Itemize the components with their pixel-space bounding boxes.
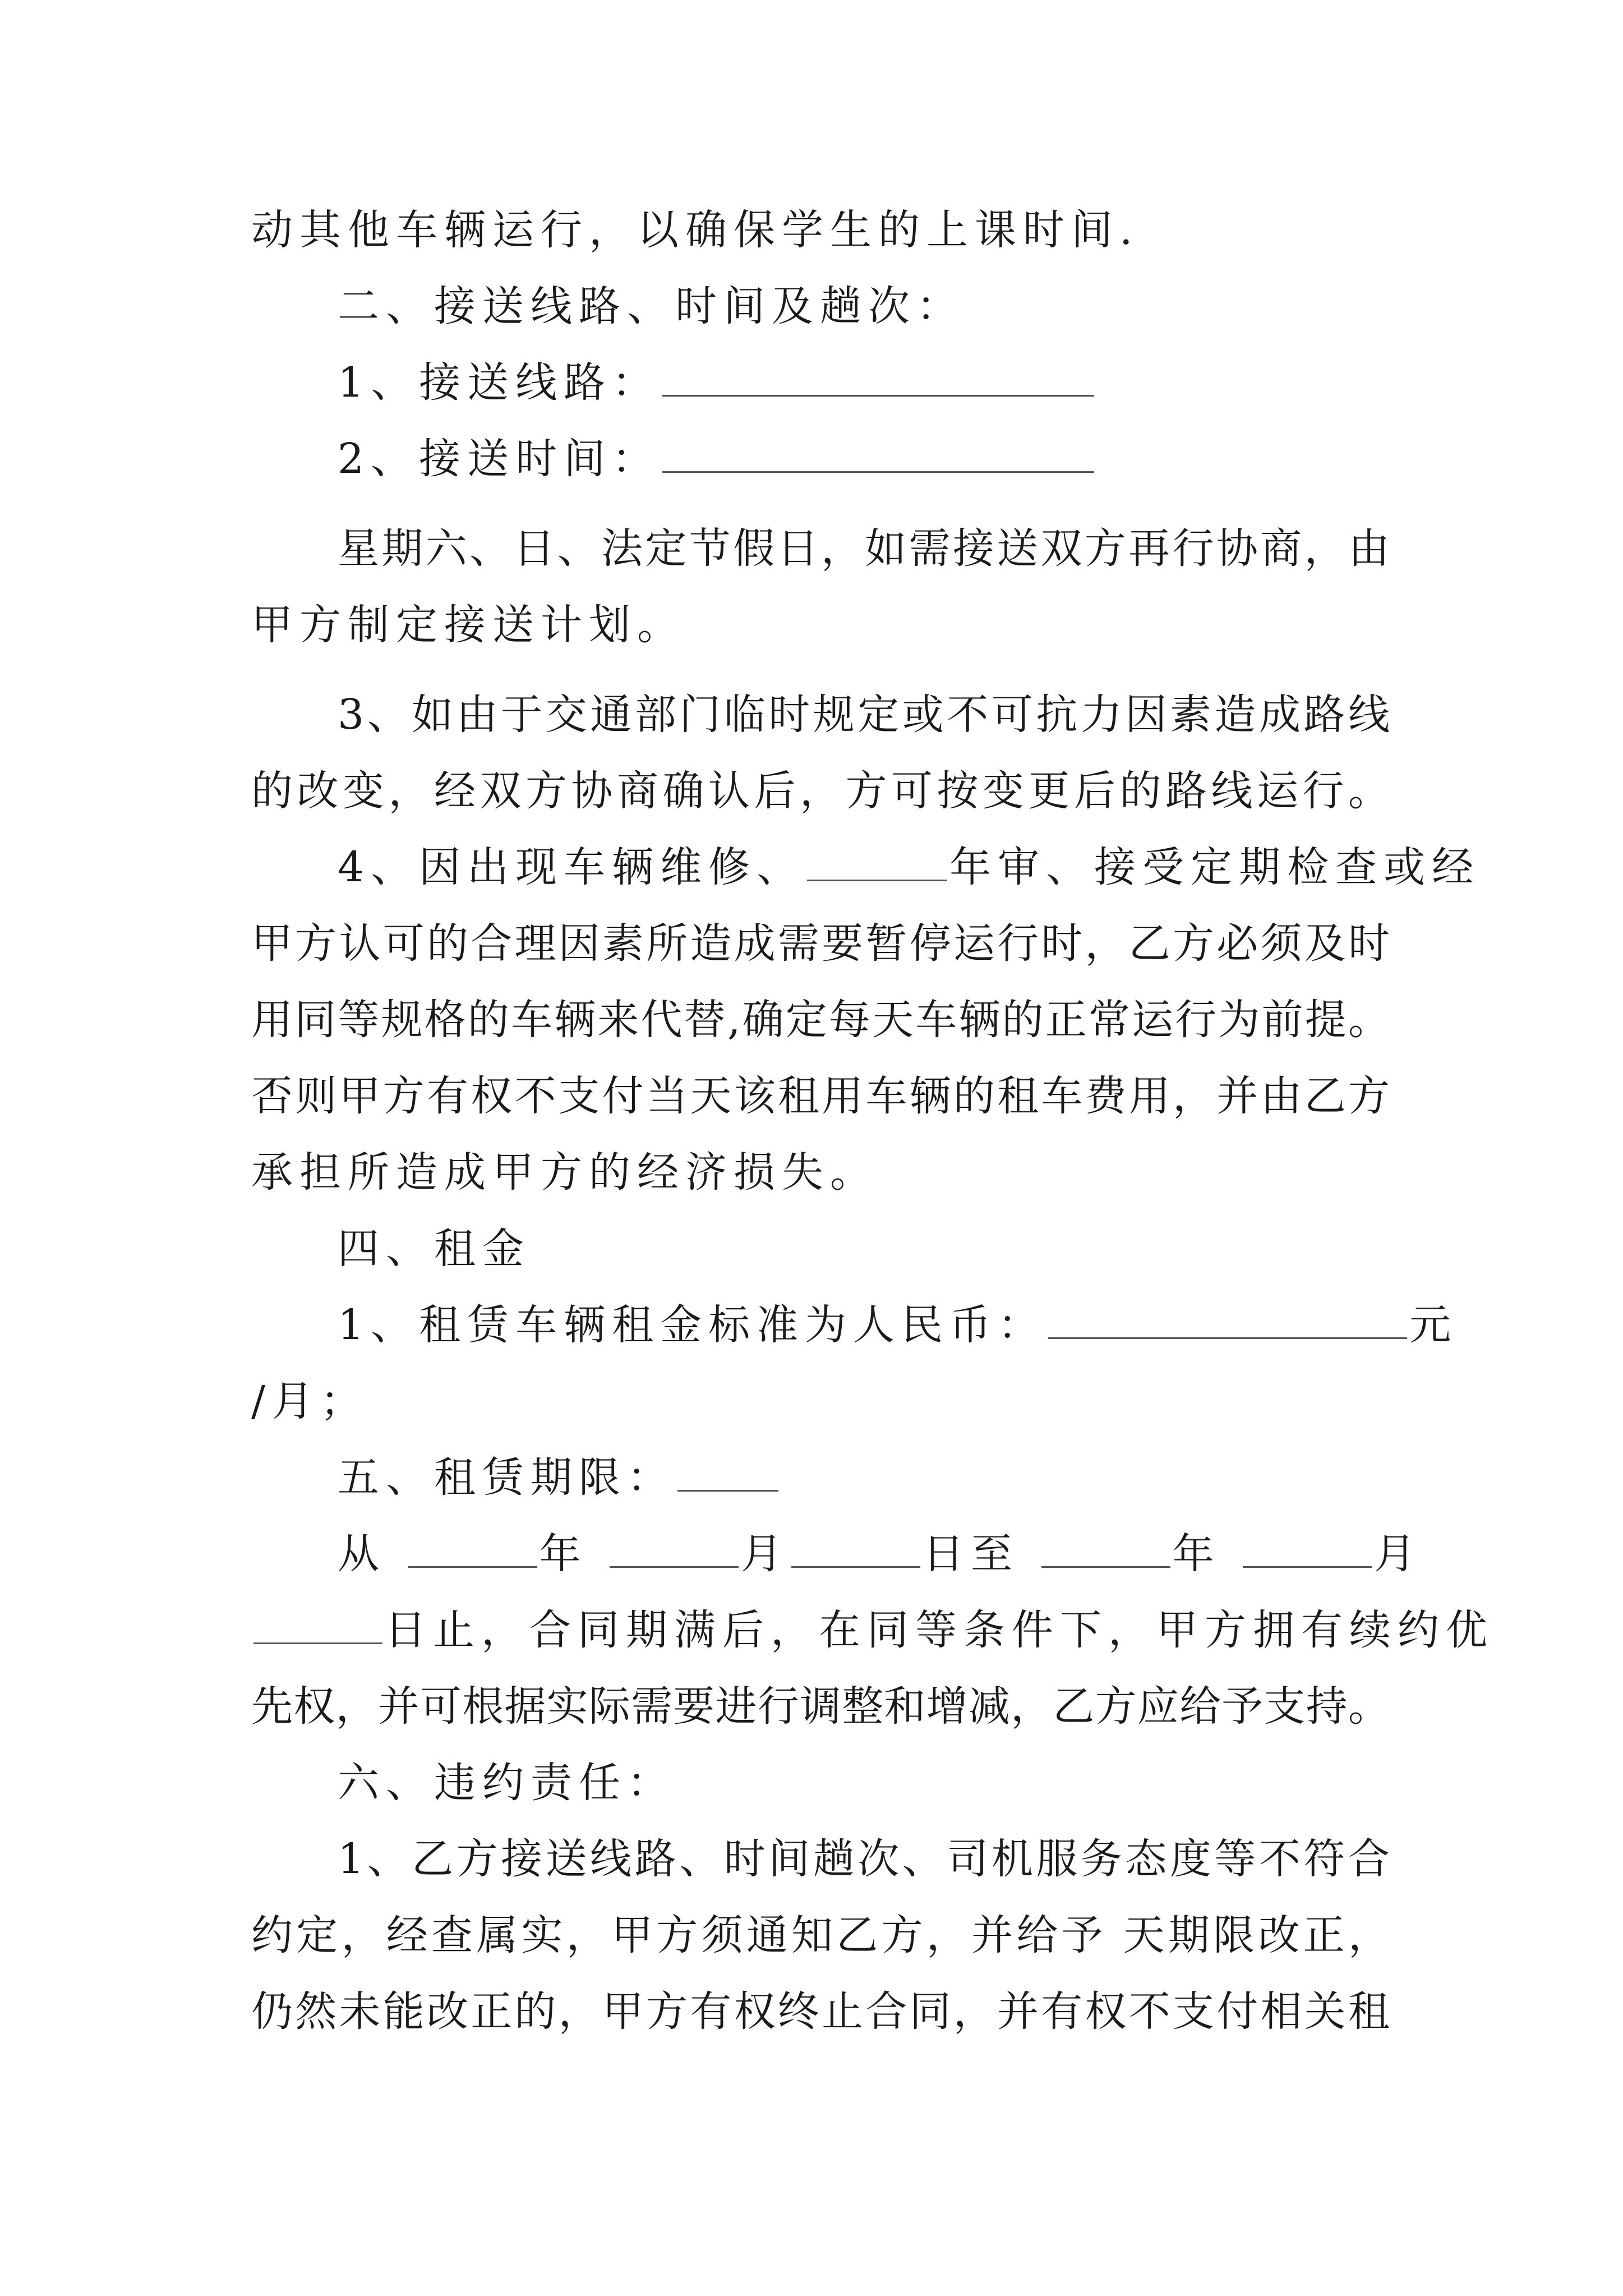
paragraph-line: 甲方制定接送计划。 (251, 601, 685, 649)
end-month-blank (1243, 1533, 1372, 1568)
date-text: 日至 (923, 1530, 1020, 1578)
paragraph-line: 约定，经查属实，甲方须通知乙方，并给予 天期限改正， (251, 1911, 1390, 1959)
rent-amount-blank (1048, 1304, 1407, 1339)
date-text: 年 (1172, 1530, 1221, 1578)
paragraph-line: 的改变，经双方协商确认后，方可按变更后的路线运行。 (251, 767, 1390, 815)
paragraph-line: 1、乙方接送线路、时间趟次、司机服务态度等不符合 (338, 1835, 1390, 1883)
paragraph-line: 仍然未能改正的，甲方有权终止合同，并有权不支付相关租 (251, 1987, 1390, 2036)
end-year-blank (1041, 1533, 1170, 1568)
paragraph-line: 承担所造成甲方的经济损失。 (251, 1148, 878, 1197)
date-text: 从 (338, 1530, 386, 1578)
term-label: 五、租赁期限： (338, 1453, 675, 1502)
date-text: 年 (539, 1530, 588, 1578)
rent-line (338, 1297, 1458, 1353)
date-text: 月 (1374, 1530, 1423, 1578)
clause-text: 日止，合同期满后，在同等条件下，甲方拥有续约优 (385, 1606, 1494, 1654)
rent-unit: 元 (1409, 1301, 1458, 1349)
time-line (338, 431, 1390, 487)
paragraph-line: 动其他车辆运行，以确保学生的上课时间. (251, 206, 1140, 254)
paragraph-line (338, 839, 1481, 895)
paragraph-line: 否则甲方有权不支付当天该租用车辆的租车费用，并由乙方 (251, 1072, 1390, 1120)
paragraph-line: 3、如由于交通部门临时规定或不可抗力因素造成路线 (338, 691, 1390, 739)
paragraph-line: 甲方认可的合理因素所造成需要暂停运行时，乙方必须及时 (251, 919, 1390, 968)
start-day-blank (791, 1533, 920, 1568)
route-blank (662, 361, 1094, 397)
time-blank (662, 438, 1094, 473)
clause-text: 年审、接受定期检查或经 (949, 843, 1481, 891)
time-label: 2、接送时间： (338, 435, 661, 483)
term-line (338, 1450, 1390, 1506)
section-heading-liability: 六、违约责任： (338, 1759, 675, 1807)
start-month-blank (610, 1533, 739, 1568)
date-range-line (338, 1526, 1423, 1582)
paragraph-line: /月； (251, 1377, 368, 1425)
route-label: 1、接送线路： (338, 358, 661, 407)
date-text: 月 (741, 1530, 790, 1578)
term-blank (677, 1456, 778, 1492)
inspection-blank (807, 846, 947, 881)
paragraph-line: 用同等规格的车辆来代替,确定每天车辆的正常运行为前提。 (251, 996, 1390, 1044)
section-heading-route: 二、接送线路、时间及趟次： (338, 282, 965, 330)
section-heading-rent: 四、租金 (338, 1225, 531, 1273)
rent-label: 1、租赁车辆租金标准为人民币： (338, 1301, 1046, 1349)
start-year-blank (408, 1533, 537, 1568)
paragraph-line: 先权，并可根据实际需要进行调整和增减，乙方应给予支持。 (251, 1682, 1390, 1731)
end-day-blank (253, 1609, 382, 1644)
clause-text: 4、因出现车辆维修、 (338, 843, 805, 891)
route-line (338, 355, 1390, 411)
paragraph-line (251, 1602, 1494, 1658)
paragraph-line: 星期六、日、法定节假日，如需接送双方再行协商，由 (338, 524, 1390, 573)
